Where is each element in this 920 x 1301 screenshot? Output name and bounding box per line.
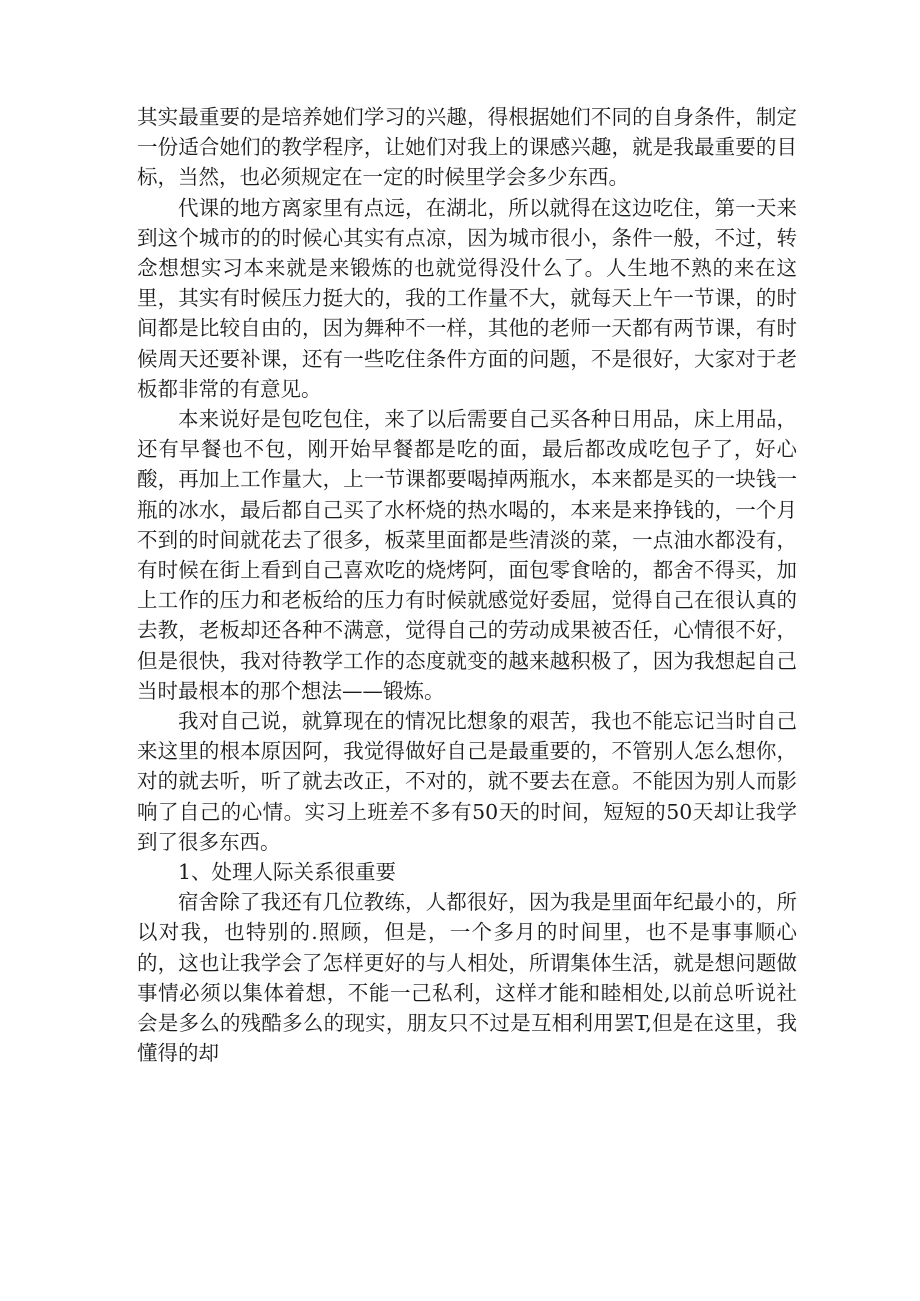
paragraph-self-reflection: 我对自己说，就算现在的情况比想象的艰苦，我也不能忘记当时自己来这里的根本原因阿，我觉得做好自己是最重要的，不管别人怎么想你，对的就去听，听了就去改正，不对的，就不要去在意。不能因为别人而影响了自己的心情。实习上班差不多有50天的时间，短短的50天却让我学到了很多东西。 [137,709,797,854]
paragraph-dormitory: 宿舍除了我还有几位教练，人都很好，因为我是里面年纪最小的，所以对我，也特别的.照顾，但是，一个多月的时间里，也不是事事顺心的，这也让我学会了怎样更好的与人相处，所谓集体生活，就是想问题做事情必须以集体着想，不能一己私利，这样才能和睦相处,以前总听说社会是多么的残酷多么的现实，朋友只不过是互相利用罢T,但是在这里，我懂得的却 [137,890,797,1066]
paragraph-hardships: 本来说好是包吃包住，来了以后需要自己买各种日用品，床上用品，还有早餐也不包，刚开始早餐都是吃的面，最后都改成吃包子了，好心酸，再加上工作量大，上一节课都要喝掉两瓶水，本来都是买的一块钱一瓶的冰水，最后都自己买了水杯烧的热水喝的，本来是来挣钱的，一个月不到的时间就花去了很多，板菜里面都是些清淡的菜，一点油水都没有，有时候在街上看到自己喜欢吃的烧烤阿，面包零食啥的，都舍不得买，加上工作的压力和老板给的压力有时候就感觉好委屈，觉得自己在很认真的去教，老板却还各种不满意，觉得自己的劳动成果被否任，心情很不好，但是很快，我对待教学工作的态度就变的越来越积极了，因为我想起自己当时最根本的那个想法——锻炼。 [137,407,797,703]
document-body [137,102,797,1069]
paragraph-teaching-goals: 其实最重要的是培养她们学习的兴趣，得根据她们不同的自身条件，制定一份适合她们的教学程序，让她们对我上的课感兴趣，就是我最重要的目标，当然，也必须规定在一定的时候里学会多少东西。 [137,105,797,190]
section-heading: 1、处理人际关系很重要 [178,860,397,885]
paragraph-living-conditions: 代课的地方离家里有点远，在湖北，所以就得在这边吃住，第一天来到这个城市的的时候心其实有点凉，因为城市很小，条件一般，不过，转念想想实习本来就是来锻炼的也就觉得没什么了。人生地不熟的来在这里，其实有时候压力挺大的，我的工作量不大，就每天上午一节课，的时间都是比较自由的，因为舞种不一样，其他的老师一天都有两节课，有时候周天还要补课，还有一些吃住条件方面的问题，不是很好，大家对于老板都非常的有意见。 [137,195,797,401]
